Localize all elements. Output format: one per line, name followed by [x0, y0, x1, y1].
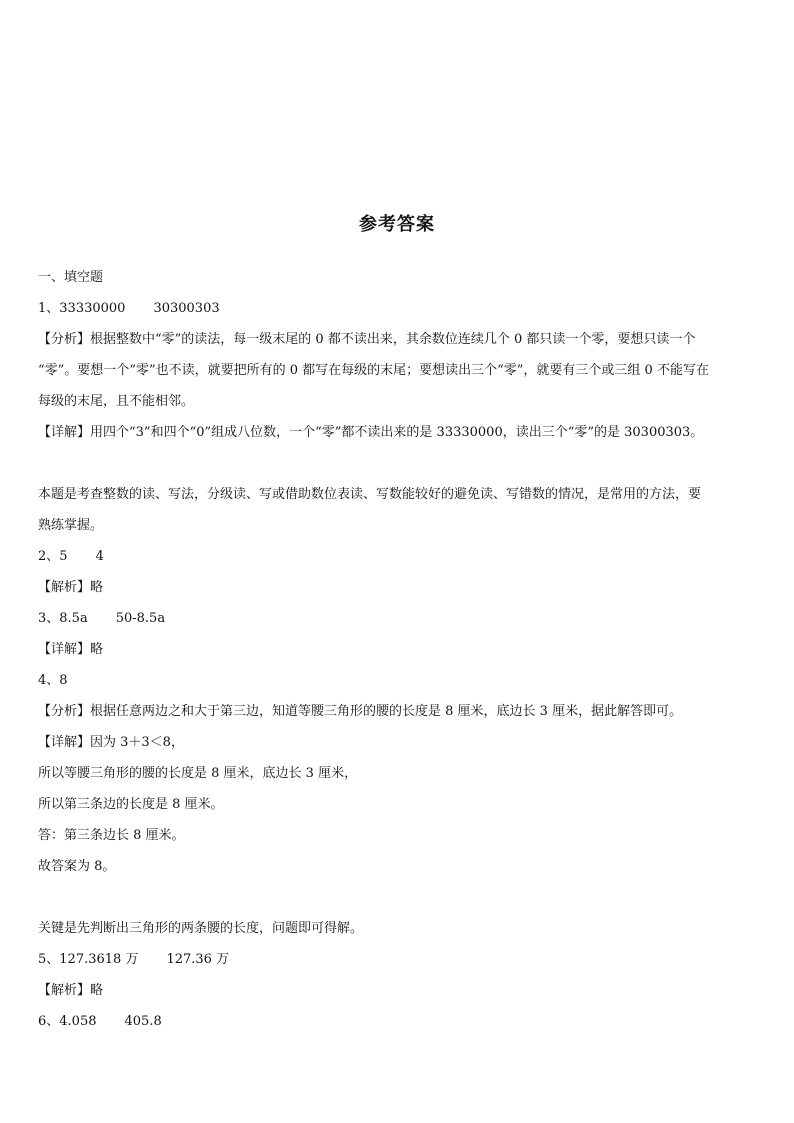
analysis-text: 【解析】略 — [38, 580, 104, 595]
answer-3 — [38, 603, 758, 634]
question-number: 5、 — [38, 952, 60, 967]
section-heading: 一、填空题 — [38, 270, 104, 285]
answer-1 — [38, 293, 758, 324]
answer-value: 8.5a — [59, 611, 88, 626]
question-number: 1、 — [38, 301, 60, 316]
question-number: 2、 — [38, 549, 60, 564]
question-number: 4、 — [38, 673, 60, 688]
note-text: 关键是先判断出三角形的两条腰的长度，问题即可得解。 — [38, 921, 364, 936]
spacer — [38, 448, 758, 479]
page-title: 参考答案 — [359, 214, 435, 235]
analysis-text: 【分析】根据任意两边之和大于第三边，知道等腰三角形的腰的长度是 8 厘米，底边长 3 厘米，据此解答即可。 — [38, 704, 683, 719]
detail-text: 故答案为 8。 — [38, 859, 116, 874]
answer-value: 50-8.5a — [115, 611, 166, 626]
answer-2 — [38, 541, 758, 572]
note-text: 熟练掌握。 — [38, 518, 104, 533]
answer-5 — [38, 944, 758, 975]
answer-content — [38, 262, 758, 1037]
question-number: 3、 — [38, 611, 60, 626]
analysis-text: “零”。要想一个“零”也不读，就要把所有的 0 都写在每级的末尾；要想读出三个“零”，就要有三个或三组 0 不能写在 — [38, 363, 709, 378]
detail-text: 【详解】用四个“3”和四个“0”组成八位数，一个“零”都不读出来的是 33330000，读出三个“零”的是 30300303。 — [38, 425, 704, 440]
answer-value: 8 — [59, 673, 68, 688]
detail-text: 所以等腰三角形的腰的长度是 8 厘米，底边长 3 厘米， — [38, 766, 358, 781]
analysis-text: 【解析】略 — [38, 983, 104, 998]
answer-4 — [38, 665, 758, 696]
answer-value: 405.8 — [124, 1014, 162, 1029]
answer-value: 127.3618 万 — [59, 952, 139, 967]
answer-value: 30300303 — [153, 301, 220, 316]
detail-text: 【详解】因为 3＋3＜8， — [38, 735, 184, 750]
answer-value: 4.058 — [59, 1014, 97, 1029]
spacer — [38, 882, 758, 913]
answer-6 — [38, 1006, 758, 1037]
answer-value: 127.36 万 — [166, 952, 230, 967]
question-number: 6、 — [38, 1014, 60, 1029]
answer-value: 5 — [59, 549, 68, 564]
answer-value: 33330000 — [59, 301, 126, 316]
detail-text: 所以第三条边的长度是 8 厘米。 — [38, 797, 224, 812]
analysis-text: 【分析】根据整数中“零”的读法，每一级末尾的 0 都不读出来，其余数位连续几个 0 都只读一个零，要想只读一个 — [38, 332, 696, 347]
note-text: 本题是考查整数的读、写法，分级读、写或借助数位表读、写数能较好的避免读、写错数的情况，是常用的方法，要 — [38, 487, 702, 502]
detail-text: 【详解】略 — [38, 642, 104, 657]
analysis-text: 每级的末尾，且不能相邻。 — [38, 394, 195, 409]
answer-value: 4 — [95, 549, 104, 564]
detail-text: 答：第三条边长 8 厘米。 — [38, 828, 185, 843]
